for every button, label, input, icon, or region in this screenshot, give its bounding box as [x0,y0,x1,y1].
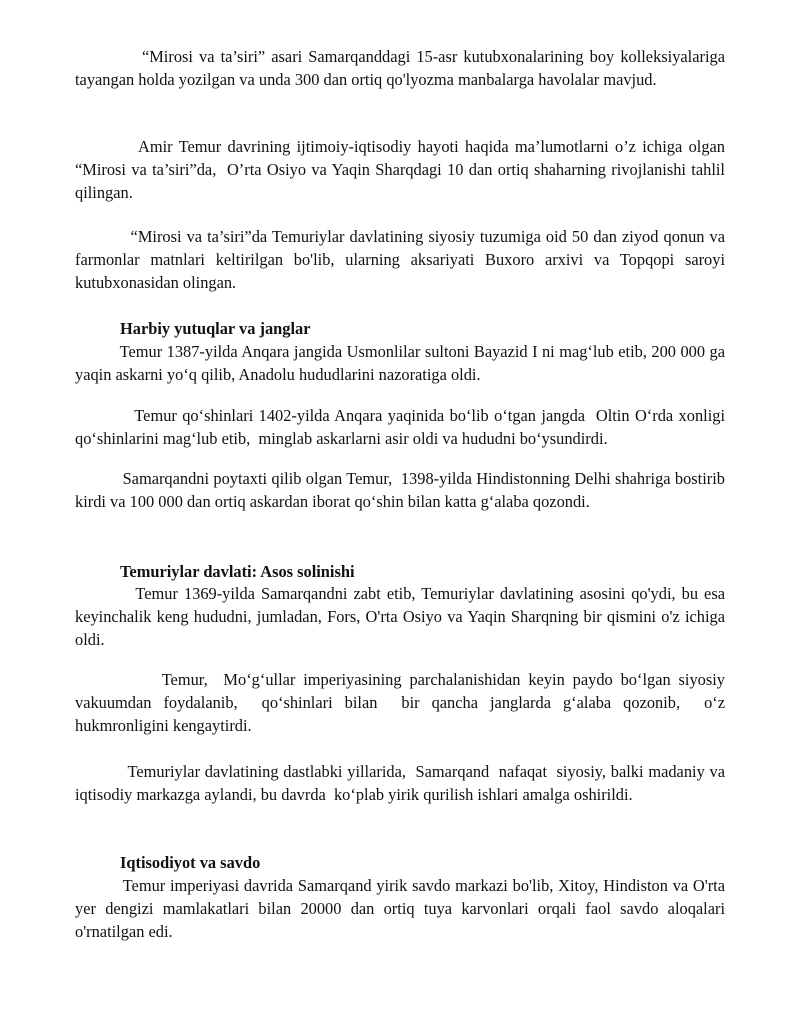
foundation-paragraph-3: Temuriylar davlatining dastlabki yillarida, Samarqand nafaqat siyosiy, balki madaniy va iqtisodiy markazga aylandi, bu davrda ko‘plab yirik qurilish ishlari amalga oshirildi. [75,762,730,804]
foundation-paragraph-2: Temur, Mo‘g‘ullar imperiyasining parchalanishidan keyin paydo bo‘lgan siyosiy vakuumdan foydalanib, qo‘shinlari bilan bir qancha janglarda g‘alaba qozonib, o‘z hukmronligini kengaytirdi. [75,670,730,735]
section-heading-foundation: Temuriylar davlati: Asos solinishi [120,562,355,581]
economy-paragraph-1: Temur imperiyasi davrida Samarqand yirik savdo markazi bo'lib, Xitoy, Hindiston va O'rta yer dengizi mamlakatlari bilan 20000 dan ortiq tuya karvonlari orqali faol savdo aloqalari o'rnatilgan edi. [75,876,730,941]
military-paragraph-3: Samarqandni poytaxti qilib olgan Temur, 1398-yilda Hindistonning Delhi shahriga bostirib kirdi va 100 000 dan ortiq askardan iborat qo‘shin bilan katta g‘alaba qozondi. [75,469,730,511]
intro-paragraph-1: “Mirosi va ta’siri” asari Samarqanddagi 15-asr kutubxonalarining boy kolleksiyalariga tayangan holda yozilgan va unda 300 dan ortiq qo'lyozma manbalarga havolalar mavjud. [75,47,730,89]
military-paragraph-1: Temur 1387-yilda Anqara jangida Usmonlilar sultoni Bayazid I ni mag‘lub etib, 200 000 ga yaqin askarni yo‘q qilib, Anadolu hududlarini nazoratiga oldi. [75,342,730,384]
intro-paragraph-3: “Mirosi va ta’siri”da Temuriylar davlatining siyosiy tuzumiga oid 50 dan ziyod qonun va farmonlar matnlari keltirilgan bo'lib, ularning aksariyati Buxoro arxivi va Topqopi saroyi kutubxonasidan olingan. [75,227,730,292]
section-heading-military: Harbiy yutuqlar va janglar [120,319,311,338]
intro-paragraph-2: Amir Temur davrining ijtimoiy-iqtisodiy hayoti haqida ma’lumotlarni o’z ichiga olgan “Mirosi va ta’siri”da, O’rta Osiyo va Yaqin Sharqdagi 10 dan ortiq shaharning rivojlanishi tahlil qilingan. [75,137,730,202]
military-paragraph-2: Temur qo‘shinlari 1402-yilda Anqara yaqinida bo‘lib o‘tgan jangda Oltin O‘rda xonligi qo‘shinlarini mag‘lub etib, minglab askarlarni asir oldi va hududni bo‘ysundirdi. [75,406,730,448]
section-heading-economy: Iqtisodiyot va savdo [120,853,261,872]
foundation-paragraph-1: Temur 1369-yilda Samarqandni zabt etib, Temuriylar davlatining asosini qo'ydi, bu esa keyinchalik keng hududni, jumladan, Fors, O'rta Osiyo va Yaqin Sharqning bir qismini o'z ichiga oldi. [75,584,730,649]
